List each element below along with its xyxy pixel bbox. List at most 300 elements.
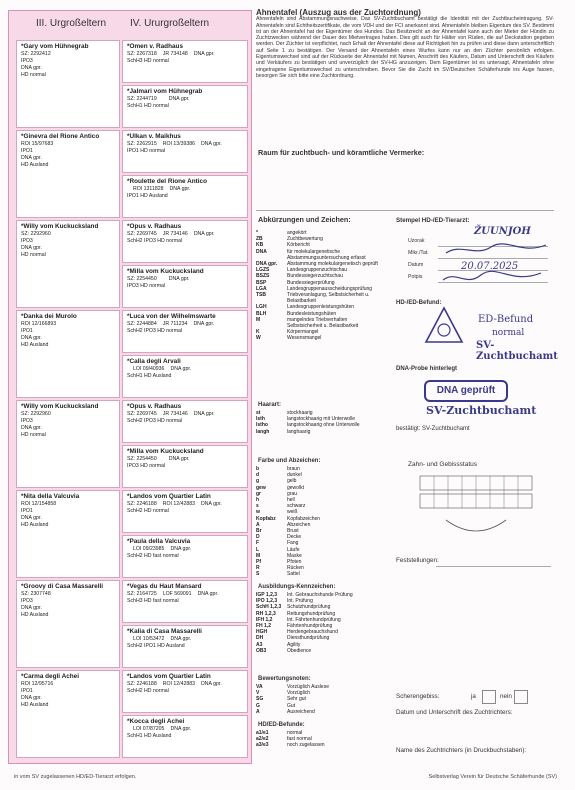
abbr: BLH xyxy=(256,310,267,317)
ancestor-name: *Ginevra del Rione Antico xyxy=(21,133,100,140)
abbr: DNA gpr. xyxy=(256,261,278,268)
abbr: F xyxy=(256,540,260,547)
abbr: S xyxy=(256,571,260,578)
ancestor-gen4 xyxy=(122,130,248,173)
abbr: IPO 1,2,3 xyxy=(256,598,278,605)
abbr: DH xyxy=(256,635,264,642)
meaning: Bundessiegerprüfung xyxy=(287,279,335,286)
ancestor-dna: DNA gpr. xyxy=(201,501,222,507)
abbr: D xyxy=(256,534,260,541)
ancestor-titles: IPO3 HD normal xyxy=(127,463,166,469)
meaning: weiß xyxy=(287,509,298,516)
ancestor-gen4 xyxy=(122,400,248,443)
ancestor-sz: SZ: 2262915 xyxy=(127,141,157,147)
ancestor-titles: SchH2 IPO3 HD normal xyxy=(127,328,183,334)
meaning: Fang xyxy=(287,540,299,547)
ancestor-gen3 xyxy=(16,580,120,668)
ancestor-dna: DNA gpr. xyxy=(193,321,215,327)
abbr: gr xyxy=(256,490,261,497)
ancestor-sz: SZ: 2244884 xyxy=(127,321,157,327)
ancestor-reg: LOI 10/53472 xyxy=(133,636,165,642)
abk-row xyxy=(256,335,381,341)
ancestor-name: *Willy vom Kuckucksland xyxy=(21,223,99,230)
ancestor-reg: SZ: 2292412 xyxy=(21,51,51,57)
teeth-diagram-icon xyxy=(406,472,546,547)
meaning: Maske xyxy=(287,552,302,559)
meaning: grau xyxy=(287,490,298,497)
abbr: KB xyxy=(256,242,264,249)
ancestor-name: *Vegas du Haut Mansard xyxy=(127,583,202,590)
datum-label: Datum xyxy=(408,262,424,268)
ancestor-gen3 xyxy=(16,670,120,758)
abbr: st xyxy=(256,410,261,416)
ancestor-titles: SchH2 IPO1 HD Ausland xyxy=(127,643,185,649)
ancestor-name: *Ulkan v. Maikhus xyxy=(127,133,181,140)
ancestor-titles: SchH1 HD Ausland xyxy=(127,373,172,379)
ancestor-titles: SchH1 HD Ausland xyxy=(127,733,172,739)
footer-left: in vom SV zugelassenen HD/ED-Tierarzt erfolgen. xyxy=(14,774,137,780)
ancestor-reg: ROI 12/42883 xyxy=(162,681,196,687)
meaning: Decke xyxy=(287,534,302,541)
ancestor-name: *Carma degli Achei xyxy=(21,673,80,680)
ancestor-dna: DNA gpr. xyxy=(201,681,222,687)
scheren-ja-checkbox[interactable] xyxy=(482,690,496,704)
stempel-title: Stempel HD-/ED-Tierarzt: xyxy=(396,217,470,224)
ancestor-name: *Gary vom Hühnegrab xyxy=(21,43,89,50)
ancestor-line2: DNA gpr. xyxy=(21,605,42,611)
bew-title: Bewertungsnoten: xyxy=(258,676,311,682)
hd-row xyxy=(256,742,328,748)
ancestor-line2: DNA gpr. xyxy=(21,245,42,251)
meaning: Rettungshundprüfung xyxy=(287,610,336,617)
ancestor-titles: SchH2 HD normal xyxy=(127,688,169,694)
ancestor-reg: JR 734148 xyxy=(162,51,188,57)
ancestor-gen4 xyxy=(122,220,248,263)
abbr: g xyxy=(256,478,260,485)
ancestor-reg: ROI 13/39386 xyxy=(162,141,196,147)
abbr: langh xyxy=(256,428,270,435)
ancestor-titles: SchH2 HD fast normal xyxy=(127,553,179,559)
meaning: Schutzhundprüfung xyxy=(287,604,331,611)
meaning: Pfoten xyxy=(287,559,302,566)
ancestor-line2: DNA gpr. xyxy=(21,155,42,161)
hd-ed-befund-label: HD-/ED-Befund: xyxy=(396,300,442,306)
ancestor-dna: DNA gpr. xyxy=(193,51,215,57)
ancestor-gen3 xyxy=(16,130,120,218)
ancestor-gen4 xyxy=(122,445,248,488)
ancestor-reg: SZ: 2292960 xyxy=(21,231,51,237)
meaning: Agility xyxy=(287,641,301,648)
ancestor-line1: IPO3 xyxy=(21,418,33,424)
meaning: Vorzüglich Auslese xyxy=(287,684,329,690)
abbr: BSP xyxy=(256,279,267,286)
abbr: LGH xyxy=(256,304,267,311)
meaning: Int. Fährtenhundprüfung xyxy=(287,616,341,623)
abk-row xyxy=(256,317,381,329)
abbr: IGP 1,2,3 xyxy=(256,592,278,598)
meaning: Körbericht xyxy=(287,242,310,249)
abbr: h xyxy=(256,497,260,504)
ancestor-dna: DNA gpr. xyxy=(197,591,219,597)
ancestor-name: *Groovy di Casa Massarelli xyxy=(21,583,104,590)
ancestor-name: *Calla degli Arvali xyxy=(127,358,181,365)
ancestor-reg: ROI 1311828 xyxy=(133,186,164,192)
ancestor-name: *Roulette del Rione Antico xyxy=(127,178,208,185)
ancestor-dna: DNA gpr. xyxy=(170,726,192,732)
abbr: FH 1,2 xyxy=(256,623,272,630)
haar-row xyxy=(256,429,363,435)
abbr: b xyxy=(256,466,260,472)
ancestor-dna: DNA gpr. xyxy=(168,456,190,462)
abbr: VA xyxy=(256,684,263,690)
ancestor-reg: LOF 569091 xyxy=(162,591,192,597)
meaning: Ausreichend xyxy=(287,708,315,715)
potpis-label: Potpis xyxy=(408,274,423,280)
meaning: Vorzüglich xyxy=(287,690,311,697)
meaning: Bundessiegerzuchtschau xyxy=(287,273,343,280)
ancestor-line3: HD Ausland xyxy=(21,342,49,348)
ancestor-reg: ROI 12/154858 xyxy=(21,501,57,507)
meaning: schwarz xyxy=(287,503,306,510)
meaning: Kopfabzeichen xyxy=(287,515,321,522)
abk-row xyxy=(256,249,381,261)
ancestor-gen3 xyxy=(16,310,120,398)
meaning: Landesgruppenzuchtschau xyxy=(287,267,348,274)
meaning: Sehr gut xyxy=(287,696,306,703)
meaning: Landesgruppenausscheidungsprüfung xyxy=(287,285,373,292)
meaning: für molekulargenetische Abstammungsuntersuchung erfasst xyxy=(287,248,366,261)
bew-row xyxy=(256,709,332,715)
meaning: Körpermangel xyxy=(287,329,319,336)
ancestor-reg: LOI 07/87205 xyxy=(133,726,165,732)
col3-heading: III. Urgroßeltern xyxy=(36,18,107,29)
ancestor-line3: HD Ausland xyxy=(21,522,49,528)
ancestor-line2: DNA gpr. xyxy=(21,695,42,701)
sv-zuchtbuchamt-stamp: SV-Zuchtbuchamt xyxy=(476,340,558,362)
ancestor-gen4 xyxy=(122,490,248,533)
ancestor-name: *Kalia di Casa Massarelli xyxy=(127,628,202,635)
ancestor-dna: DNA gpr. xyxy=(170,366,192,372)
ancestor-dna: DNA gpr. xyxy=(170,546,192,552)
abbr: A xyxy=(256,521,260,528)
ancestor-line3: HD normal xyxy=(21,252,46,258)
ancestor-name: *Danka dei Murolo xyxy=(21,313,77,320)
ancestor-gen4 xyxy=(122,670,248,713)
uzorak-label: Uzorak xyxy=(408,238,425,244)
meaning: Zuchtbewertung xyxy=(287,236,323,243)
ancestor-line1: IPO3 xyxy=(21,598,33,604)
mikr-label: Mikr./Tat. xyxy=(408,250,429,256)
pedigree-header xyxy=(8,10,250,40)
abbr: s xyxy=(256,503,259,510)
ancestor-gen4 xyxy=(122,355,248,398)
meaning: normal xyxy=(287,730,303,736)
ancestor-line3: HD Ausland xyxy=(21,162,49,168)
abbr: d xyxy=(256,472,260,479)
ancestor-name: *Luca von der Wilhelmswarte xyxy=(127,313,216,320)
scheren-nein-checkbox[interactable] xyxy=(514,690,528,704)
ancestor-titles: IPO3 HD normal xyxy=(127,283,166,289)
abk-row xyxy=(256,292,381,304)
ancestor-sz: SZ: 2246188 xyxy=(127,501,157,507)
feststellungen-line xyxy=(436,566,551,567)
ancestor-dna: DNA gpr. xyxy=(193,411,215,417)
ancestor-line2: DNA gpr. xyxy=(21,65,42,71)
dna-geprueft-stamp: DNA geprüft xyxy=(424,380,508,402)
meaning: braun xyxy=(287,466,300,472)
abbr: L xyxy=(256,546,260,553)
meaning: dunkel xyxy=(287,472,302,479)
abbr: M xyxy=(256,552,261,559)
ancestor-gen3 xyxy=(16,40,120,128)
ancestor-reg: SZ: 2292960 xyxy=(21,411,51,417)
ancestor-name: *Opus v. Radhaus xyxy=(127,223,182,230)
ancestor-line3: HD normal xyxy=(21,72,46,78)
ancestor-name: *Omen v. Radhaus xyxy=(127,43,183,50)
ancestor-name: *Kocca degli Achei xyxy=(127,718,185,725)
ancestor-gen4 xyxy=(122,265,248,308)
abbr: a1/e1 xyxy=(256,730,269,736)
abbr: SchH 1,2,3 xyxy=(256,604,282,611)
ancestor-titles: SchH2 IPO3 HD normal xyxy=(127,238,183,244)
divider xyxy=(256,210,554,211)
ancestor-name: *Paula della Valcuvia xyxy=(127,538,191,545)
ancestor-line1: IPO1 xyxy=(21,328,33,334)
ancestor-titles: SchH2 HD normal xyxy=(127,508,169,514)
ancestor-dna: DNA gpr. xyxy=(168,276,190,282)
ancestor-name: *Landos vom Quartier Latin xyxy=(127,673,211,680)
handwritten-date: 20.07.2025 xyxy=(461,261,519,272)
ancestor-titles: SchH3 HD normal xyxy=(127,58,169,64)
ancestor-gen3 xyxy=(16,220,120,308)
ancestor-line1: IPO3 xyxy=(21,238,33,244)
ancestor-name: *Milla vom Kuckucksland xyxy=(127,268,204,275)
meaning: Brust xyxy=(287,528,299,535)
farbe-list xyxy=(256,466,381,578)
meaning: Rücken xyxy=(287,565,304,572)
abbr: V xyxy=(256,690,260,697)
hd-title: HD/ED-Befunde: xyxy=(258,722,305,728)
ancestor-sz: SZ: 2254450 xyxy=(127,276,157,282)
meaning: Int. Gebrauchshunde Prüfung xyxy=(287,592,353,598)
abbr: SG xyxy=(256,696,264,703)
abbr: Pf xyxy=(256,559,261,566)
ancestor-sz: SZ: 2244719 xyxy=(127,96,157,102)
ancestor-titles: IPO1 HD Ausland xyxy=(127,193,168,199)
abbr: lsth xyxy=(256,416,265,423)
meaning: langhaarig xyxy=(287,428,311,435)
abbr: a3/e3 xyxy=(256,742,269,749)
ancestor-name: *Opus v. Radhaus xyxy=(127,403,182,410)
ancestor-line3: HD Ausland xyxy=(21,702,49,708)
ancestor-dna: DNA gpr. xyxy=(170,636,192,642)
meaning: hell xyxy=(287,497,295,504)
ancestor-name: *Willy vom Kuckucksland xyxy=(21,403,99,410)
ahnentafel-title: Ahnentafel (Auszug aus der Zuchtordnung) xyxy=(256,8,421,17)
ancestor-gen4 xyxy=(122,580,248,623)
meaning: Läufe xyxy=(287,546,300,553)
abbr: OB3 xyxy=(256,647,267,654)
ancestor-gen4 xyxy=(122,40,248,83)
abbr: IFH 1,2 xyxy=(256,616,273,623)
bestaetigt-label: bestätigt: SV-Zuchtbuchamt xyxy=(396,426,470,432)
abbr: Kopfabz xyxy=(256,515,276,522)
abbr: A xyxy=(256,708,260,715)
handwritten-scribbles xyxy=(441,235,551,290)
sv-zuchtbuchamt-stamp-2: SV-Zuchtbuchamt xyxy=(426,404,537,417)
name-richter-label: Name des Zuchtrichters (in Druckbuchstaben): xyxy=(396,747,527,754)
ancestor-titles: SchH1 HD normal xyxy=(127,103,169,109)
farbe-title: Farbe und Abzeichen: xyxy=(258,458,321,464)
info-panel xyxy=(256,10,556,762)
ancestor-reg: ROI 12/42883 xyxy=(162,501,196,507)
abbr: LGA xyxy=(256,285,267,292)
abbr: M xyxy=(256,316,261,323)
ancestor-dna: DNA gpr. xyxy=(193,231,215,237)
ancestor-line1: IPO1 xyxy=(21,148,33,154)
ancestor-reg: LOI 09/23985 xyxy=(133,546,165,552)
abbr: BSZS xyxy=(256,273,270,280)
ancestor-sz: SZ: 2269745 xyxy=(127,411,157,417)
ancestor-sz: SZ: 2269745 xyxy=(127,231,157,237)
meaning: Int. Prüfung xyxy=(287,598,313,605)
meaning: Abzeichen xyxy=(287,521,311,528)
ed-befund-stamp: ED-Befund xyxy=(478,314,534,325)
meaning: stockhaarig xyxy=(287,410,313,416)
abbr: w xyxy=(256,509,260,516)
ancestor-sz: SZ: 2246188 xyxy=(127,681,157,687)
meaning: Gut xyxy=(287,702,296,709)
ancestor-reg: JR 734146 xyxy=(162,411,188,417)
abbr: LGZS xyxy=(256,267,270,274)
abbr: gew xyxy=(256,484,266,491)
ancestor-line2: DNA gpr. xyxy=(21,335,42,341)
ahnentafel-section xyxy=(256,10,554,79)
farbe-row xyxy=(256,571,323,577)
raum-vermerke: Raum für zuchtbuch- und köramtliche Vermerke: xyxy=(258,148,425,157)
ancestor-dna: DNA gpr. xyxy=(169,186,191,192)
hd-list xyxy=(256,730,381,749)
ancestor-name: *Nita della Valcuvia xyxy=(21,493,80,500)
meaning: gelb xyxy=(287,478,297,485)
ancestor-reg: ROI 15/97683 xyxy=(21,141,54,147)
ancestor-gen4 xyxy=(122,625,248,668)
abbr: W xyxy=(256,335,261,342)
ancestor-sz: SZ: 2164725 xyxy=(127,591,157,597)
abbr: DNA xyxy=(256,248,267,255)
dna-probe-label: DNA-Probe hinterlegt xyxy=(396,366,458,372)
abbr: RH 1,2,3 xyxy=(256,610,276,617)
ancestor-dna: DNA gpr. xyxy=(201,141,222,147)
ausb-title: Ausbildungs-Kennzeichen: xyxy=(258,584,336,590)
abbr: a2/e2 xyxy=(256,736,269,743)
abbr: ZB xyxy=(256,236,263,243)
zahn-title: Zahn- und Gebissstatus xyxy=(408,461,478,468)
meaning: Landesgruppenleistungshüten xyxy=(287,304,354,311)
meaning: gewolkt xyxy=(287,484,304,491)
col4-heading: IV. Ururgroßeltern xyxy=(130,18,210,29)
meaning: langstockhaarig mit Unterwolle xyxy=(287,416,356,423)
abbr: A3 xyxy=(256,641,263,648)
meaning: Abstammung molekulargenetisch geprüft xyxy=(287,261,378,268)
meaning: langstockhaarig ohne Unterwolle xyxy=(287,422,360,429)
abbr: G xyxy=(256,702,260,709)
scheren-label: Scherengebiss: xyxy=(396,693,440,700)
ancestor-reg: SZ: 2307748 xyxy=(21,591,51,597)
ancestor-reg: LOI 09/40936 xyxy=(133,366,165,372)
abbr: * xyxy=(256,230,258,236)
ancestor-gen3 xyxy=(16,490,120,578)
ancestor-name: *Milla vom Kuckucksland xyxy=(127,448,204,455)
meaning: Herdengebrauchshund xyxy=(287,629,338,636)
triangle-stamp-icon xyxy=(424,306,464,346)
meaning: angekört xyxy=(287,230,307,236)
ancestor-titles: SchH3 HD fast normal xyxy=(127,598,179,604)
datum-unterschrift-label: Datum und Unterschrift des Zuchtrichters: xyxy=(396,709,513,716)
meaning: Diensthundprüfung xyxy=(287,635,330,642)
ancestor-reg: JR 711234 xyxy=(162,321,188,327)
ancestor-reg: JR 734146 xyxy=(162,231,188,237)
haar-title: Haarart: xyxy=(258,402,282,408)
meaning: fast normal xyxy=(287,736,312,743)
abbr: lstho xyxy=(256,422,268,429)
normal-stamp: normal xyxy=(492,328,525,338)
ancestor-gen4 xyxy=(122,535,248,578)
ancestor-titles: IPO1 HD normal xyxy=(127,148,166,154)
abbr: Br xyxy=(256,528,262,535)
ancestor-reg: ROI 12/166893 xyxy=(21,321,57,327)
ancestor-dna: DNA gpr. xyxy=(168,96,190,102)
ahnentafel-text: Ahnentafeln sind Abstammungsnachweise. Das SV-Zuchtbuchamt bestätigt die Identität mit der Zuchtbucheintragung. SV-Ahnentafeln sind Echtheitszertifikate, die vom VDH und der FCI anerkannt sind. Ahnentafeln bleiben Eigentum des SV. Bestimmt ist an der Ahnentafel hat der Eigentümer des Hundes. Das Besitzrecht an der Ahnentafel kann auch der Mieter der Hündin zu Zuchtzwecken während der Dauer des Mietvertrages haben. Dies gilt auch für Hälter von Rüden, die auf Deckstation gegeben werden. Der Züchter ist verpflichtet, nach Erhalt der Ahnentafel diese auf Richtigkeit hin zu prüfen und diese dann unterschriftlich auf Seite 1 zu bestätigen. Der Versand der Ahnentafeln eines Wurfes kann nur an den Züchter persönlich erfolgen. Eigentumswechsel sind auf der Rückseite der Ahnentafel mit Namen, Anschrift des Käufers, Datum und Unterschrift des Käufers und Verkäufers zu bestätigen und unverzüglich der SV-HG anzuzeigen. Dem Eigentümer ist es untersagt, Ahnentafeln ohne eingetragene Eigentumswechsel zu unterschreiben. Bevor Sie die Zucht im SV/Deutschen Schäferhunde ins Auge fassen, besorgen Sie sich bitte eine Zuchtordnung. xyxy=(256,16,554,79)
ancestor-line2: DNA gpr. xyxy=(21,515,42,521)
meaning: Wesensmangel xyxy=(287,335,322,342)
ancestor-name: *Jalmari vom Hühnegrab xyxy=(127,88,203,95)
ancestor-gen3 xyxy=(16,400,120,488)
meaning: mangelndes Triebverhalten Selbstsicherheit u. Belastbarkeit xyxy=(287,316,359,330)
ancestor-line1: IPO3 xyxy=(21,58,33,64)
footer-right: Selbstverlag Verein für Deutsche Schäferhunde (SV) xyxy=(428,774,557,780)
scheren-nein-label: nein xyxy=(500,693,512,700)
haar-list xyxy=(256,410,381,435)
meaning: Obedience xyxy=(287,647,312,654)
ancestor-line1: IPO1 xyxy=(21,688,33,694)
ausb-list xyxy=(256,592,381,654)
abbr: R xyxy=(256,565,260,572)
abk-title: Abkürzungen und Zeichen: xyxy=(258,215,351,224)
farbe-row xyxy=(256,516,323,522)
handwritten-name: ŽUUNJOH xyxy=(474,226,531,237)
ancestor-line2: DNA gpr. xyxy=(21,425,42,431)
meaning: noch zugelassen xyxy=(287,742,325,749)
ancestor-gen4 xyxy=(122,85,248,128)
meaning: Triebveranlagung, Selbstsicherheit u. Belastbarkeit xyxy=(287,292,370,305)
ancestor-sz: SZ: 2254450 xyxy=(127,456,157,462)
ancestor-reg: ROI 12/95716 xyxy=(21,681,54,687)
bew-list xyxy=(256,684,381,715)
ancestor-sz: SZ: 2267318 xyxy=(127,51,157,57)
ancestor-gen4 xyxy=(122,310,248,353)
scheren-ja-label: ja xyxy=(471,693,476,700)
feststellungen-label: Feststellungen: xyxy=(396,557,439,564)
ancestor-gen4 xyxy=(122,175,248,218)
meaning: Fährtenhundprüfung xyxy=(287,623,333,630)
ancestor-gen4 xyxy=(122,715,248,758)
ancestor-line3: HD normal xyxy=(21,432,46,438)
meaning: Bundesleistungshüten xyxy=(287,310,337,317)
abk-list xyxy=(256,230,381,342)
meaning: Sattel xyxy=(287,571,300,578)
abbr: K xyxy=(256,329,260,336)
